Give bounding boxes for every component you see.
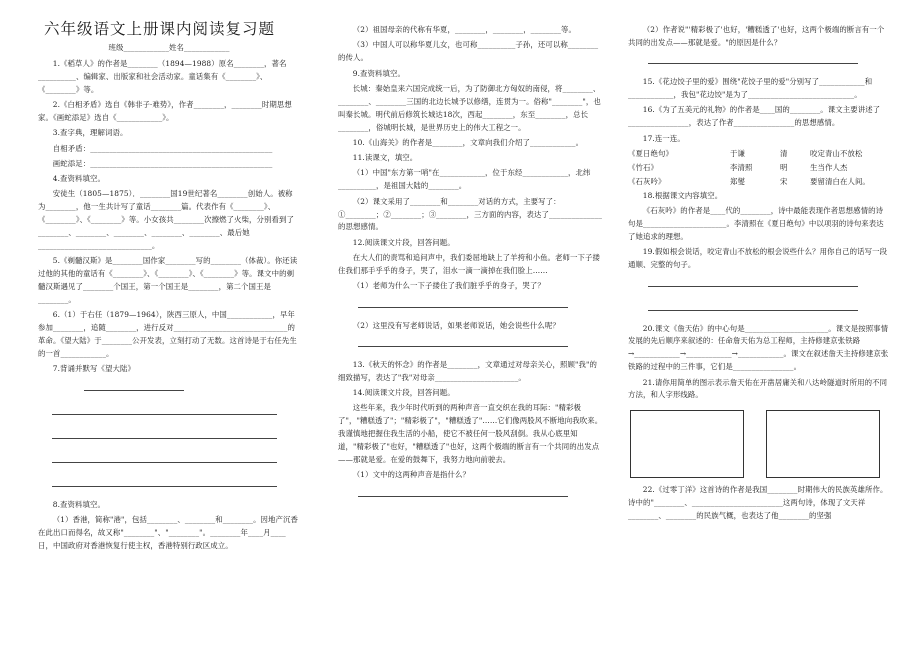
question-18-body: 《石灰吟》的作者是____代的________，诗中最能表现作者思想感情的诗句是______________________。李清照在《夏日绝句》中以项羽的诗句来表达了她追求的理想。 bbox=[628, 206, 884, 242]
question-22: 22.《过零丁洋》这首诗的作者是我国________时期伟大的民族英雄所作。诗中的"________、________________________这两句诗，体现了文天祥________、________的民族气概，也表达了他________的坚强 bbox=[628, 485, 888, 521]
answer-line bbox=[84, 379, 184, 391]
column-left bbox=[38, 18, 300, 555]
question-13: 13.《秋天的怀念》的作者是________，文章通过对母亲关心，照顾"我"的细致描写，表达了"我"对母亲______________________。 bbox=[338, 359, 597, 382]
answer-line bbox=[52, 403, 277, 415]
question-19: 19.假如根会说话，咬定青山不放松的根会说些什么？用你自己的话写一段通顺、完整的句子。 bbox=[628, 247, 888, 270]
question-17: 17.连一连。 bbox=[642, 133, 685, 143]
question-2: 2.《白相矛盾》选自《韩非子·难势》，作者________，________时期思想家。《画蛇添足》选自《____________》。 bbox=[38, 100, 292, 122]
definition-zixiangmaodun: 自相矛盾：________________________________________________ bbox=[52, 143, 273, 153]
answer-line bbox=[648, 275, 858, 287]
dynasty: 宋 bbox=[780, 176, 788, 186]
page-title: 六年级语文上册课内阅读复习题 bbox=[44, 20, 276, 38]
question-14-part-2: （2）作者说"'精彩极了'也好，'糟糕透了'也好，这两个极端的断言有一个共同的出发点——那就是爱。"的原因是什么？ bbox=[628, 25, 885, 47]
question-21: 21.请你用简单的图示表示詹天佑在开凿居庸关和八达岭隧道时所用的不同方法，和人字形线路。 bbox=[628, 377, 888, 400]
answer-line bbox=[358, 335, 568, 347]
question-10: 10.《山海关》的作者是________，文章向我们介绍了____________。 bbox=[352, 137, 584, 147]
question-9: 9.查资料填空。 bbox=[352, 68, 405, 78]
diagram-box-tunnel-method bbox=[630, 410, 744, 478]
answer-line bbox=[648, 52, 858, 64]
question-3: 3.查字典，理解词语。 bbox=[52, 128, 128, 138]
poet-name: 于谦 bbox=[730, 148, 745, 158]
question-11: 11.读课文，填空。 bbox=[352, 153, 418, 163]
question-14: 14.阅读课文片段，回答问题。 bbox=[352, 388, 455, 398]
dynasty: 明 bbox=[780, 162, 788, 172]
diagram-box-zigzag-route bbox=[766, 410, 880, 478]
question-7: 7.背诵并默写《望大陆》 bbox=[52, 364, 135, 374]
answer-line bbox=[52, 427, 277, 439]
question-16: 16.《为了五美元的礼物》的作者是____国的________。课文主要讲述了________________，表达了作者________________的思想感情。 bbox=[628, 105, 881, 128]
question-11-part-1: （1）中国"东方第一哨"在____________，位于东经____________，北纬__________，是祖国大陆的________。 bbox=[338, 168, 591, 191]
column-right bbox=[628, 24, 890, 525]
poem-title: 《石灰吟》 bbox=[628, 176, 666, 186]
question-15: 15.《花边饺子里的爱》围绕"花饺子里的爱"分别写了____________和____________，我包"花边饺"是为了____________________________。 bbox=[628, 77, 873, 100]
question-20: 20.课文《詹天佑》的中心句是______________________。课文是按照事情发展的先后顺序来叙述的：任命詹天佑为总工程师，主持修建京张铁路→____________→____________→____________。课文在叙述詹天主持修建京张铁路的过程中的三件事，它们是________________。 bbox=[628, 323, 889, 372]
answer-line bbox=[358, 485, 568, 497]
answer-line bbox=[358, 296, 568, 308]
question-18: 18.根据课文内容填空。 bbox=[642, 190, 723, 200]
passage-12: 在大人们的责骂和追问声中，我们委屈地缺上了羊挎和小鱼。老师一下子搂住我们那手乎乎的身子，哭了，泪水一滴一滴掉在我们脸上…… bbox=[338, 253, 600, 275]
matching-row bbox=[628, 162, 890, 176]
answer-line bbox=[648, 299, 858, 311]
answer-line bbox=[52, 451, 277, 463]
question-12: 12.阅读课文片段，回答问题。 bbox=[352, 237, 455, 247]
definition-huashetianzu: 画蛇添足：________________________________________________ bbox=[52, 158, 273, 168]
matching-row bbox=[628, 176, 890, 190]
poem-title: 《竹石》 bbox=[628, 162, 658, 172]
poet-name: 李清照 bbox=[730, 162, 753, 172]
question-8: 8.查资料填空。 bbox=[52, 499, 105, 509]
question-5: 5.《剃髓汉斯》是________国作家________写的________（体裁）。你还读过他的其他的童话有《________》、《________》、《________》等。课文中的剃髓汉斯遇见了________个国王，第一个国王是________，第二个国王是________。 bbox=[38, 256, 298, 305]
question-11-part-2: （2）课文采用了________和________对话的方式，主要写了：①________；②________；③________，三方面的内容，表达了______________的思想感情。 bbox=[338, 196, 603, 232]
column-middle bbox=[338, 24, 603, 509]
question-12-part-2: （2）这里没有写老师说话，如果老师说话，她会说些什么呢？ bbox=[352, 320, 560, 330]
dynasty: 清 bbox=[780, 148, 788, 158]
question-8-part-2: （2）祖国母亲的代称有华夏，________，________，________等。 bbox=[352, 25, 577, 34]
matching-row bbox=[628, 148, 890, 162]
passage-14: 这些年来，我少年时代听到的两种声音一直交织在我的耳际："精彩极了"，"糟糕透了"；"精彩极了"，"糟糕透了"……它们像两股风不断地向我吹来。我谨慎地把握住我生活的小船，使它不被任何一股风刮倒。我从心底里知道，"精彩极了"也好，"糟糕透了"也好，这两个极端的断言有一个共同的出发点——那就是爱。在爱的鼓舞下，我努力地向前驶去。 bbox=[338, 403, 603, 464]
question-6: 6.（1）于右任（1879—1964），陕西三原人，中国____________，早年参加________，追随________，进行反对______________________________的革命。《望大陆》于________公开发表，立刻打动了无数。这首诗是于右任先生的一首____________。 bbox=[38, 310, 297, 359]
question-4-body: 安徒生（1805—1875）．________国19世纪著名________创始人。被称为________，他一生共计写了童话________篇。代表作有《________》、《________》、《________》等。小女孩共________次擦燃了火柴，分别看到了________、________、________、________、________、最后她______________________________。 bbox=[38, 189, 294, 251]
poem-line: 生当作人杰 bbox=[810, 162, 848, 172]
question-4: 4.查资料填空。 bbox=[52, 174, 105, 184]
poem-title: 《夏日绝句》 bbox=[628, 148, 673, 158]
answer-line bbox=[52, 475, 277, 487]
poet-name: 郑燮 bbox=[730, 176, 745, 186]
question-1: 1.《稻草人》的作者是________（1894—1988）原名________，著名__________、编辑家、出版家和社会活动家。童话集有《________》、《________》等。 bbox=[38, 58, 287, 94]
question-9-body: 长城：秦始皇来六国完成统一后，为了防御北方匈奴的南侵，将________、________、________三国的北边长城予以修缮，连贯为一。俗称"________"，也叫秦长城。明代前后修筑长城达18次，西起________，东至________，总长________，俗城明长城，是世界历史上的伟大工程之一。 bbox=[338, 83, 601, 132]
poem-line: 咬定青山不放松 bbox=[810, 148, 863, 158]
question-14-part-1: （1）文中的这两种声音是指什么？ bbox=[352, 470, 470, 480]
question-12-part-1: （1）老师为什么一下子搂住了我们脏乎乎的身子，哭了？ bbox=[352, 281, 545, 291]
question-8-part-1: （1）香港，简称"港"，包括________、________和________。因地产沉香在此出口而得名，故又称"________"、"________"。________年____月____日，中国政府对香港恢复行使主权，香港特别行政区成立。 bbox=[38, 514, 299, 550]
question-8-part-3: （3）中国人可以称华夏儿女，也可称__________子孙，还可以称________的传人。 bbox=[338, 40, 599, 63]
class-name-line: 班级____________姓名____________ bbox=[108, 43, 230, 52]
diagram-boxes bbox=[628, 410, 890, 480]
poem-line: 要留清白在人间。 bbox=[810, 176, 870, 186]
